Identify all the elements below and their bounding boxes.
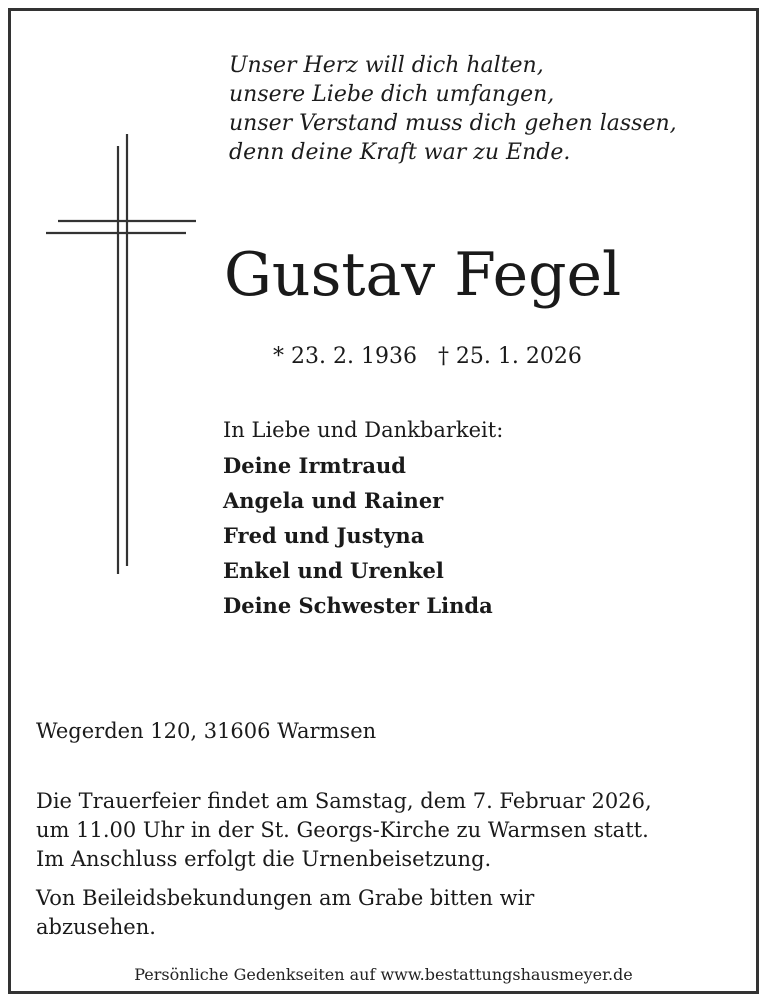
ceremony-line: Im Anschluss erfolgt die Urnenbeisetzung.	[36, 847, 492, 871]
poem-line: unsere Liebe dich umfangen,	[229, 82, 555, 107]
poem-line: Unser Herz will dich halten,	[229, 53, 544, 78]
ceremony-notice	[36, 787, 652, 874]
life-dates	[273, 344, 582, 369]
condolence-line: abzusehen.	[36, 915, 156, 939]
family-address: Wegerden 120, 31606 Warmsen	[36, 719, 377, 743]
mourners-block	[223, 413, 503, 623]
mourner-name: Fred und Justyna	[223, 523, 425, 548]
condolence-notice	[36, 884, 534, 942]
mourner-name: Angela und Rainer	[223, 488, 444, 513]
mourner-name: Enkel und Urenkel	[223, 558, 444, 583]
cross-icon	[46, 134, 196, 574]
memorial-website-footer: Persönliche Gedenkseiten auf www.bestattungshausmeyer.de	[134, 965, 633, 984]
mourners-intro: In Liebe und Dankbarkeit:	[223, 418, 504, 442]
obituary-frame	[8, 8, 759, 994]
poem-line: denn deine Kraft war zu Ende.	[229, 140, 571, 165]
ceremony-line: um 11.00 Uhr in der St. Georgs-Kirche zu Warmsen statt.	[36, 818, 649, 842]
mourners-list	[223, 448, 503, 623]
ceremony-line: Die Trauerfeier findet am Samstag, dem 7. Februar 2026,	[36, 789, 652, 813]
death-date: † 25. 1. 2026	[437, 344, 582, 369]
poem-line: unser Verstand muss dich gehen lassen,	[229, 111, 677, 136]
birth-date: * 23. 2. 1936	[273, 344, 417, 369]
poem	[229, 51, 677, 167]
deceased-name: Gustav Fegel	[224, 240, 622, 310]
mourner-name: Deine Schwester Linda	[223, 593, 493, 618]
mourner-name: Deine Irmtraud	[223, 453, 406, 478]
condolence-line: Von Beileidsbekundungen am Grabe bitten wir	[36, 886, 535, 910]
